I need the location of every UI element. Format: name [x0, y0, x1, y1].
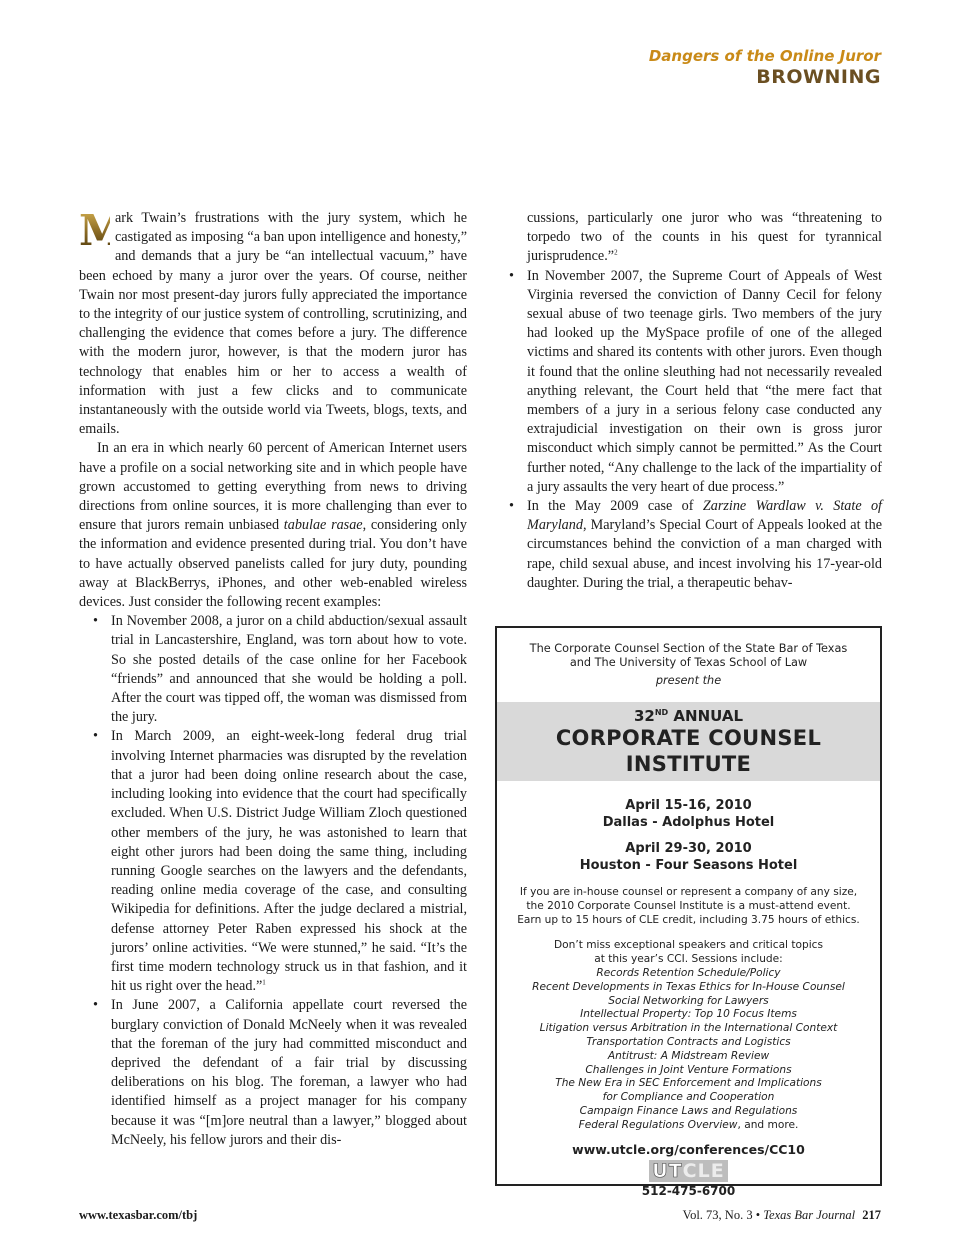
examples-list-continued: [509, 267, 882, 593]
ad-topic: Recent Developments in Texas Ethics for In-House Counsel: [532, 980, 845, 993]
ad-text-line: Don’t miss exceptional speakers and critical topics: [553, 939, 824, 952]
bullet-text: cussions, particularly one juror who was “threatening to torpedo two of the counts in his quest for tyrannical jurisprudence.”: [527, 210, 882, 265]
footnote-marker: 1: [262, 978, 266, 987]
ad-inhouse-text: [497, 886, 880, 927]
paragraph-2-italic: tabulae rasae: [283, 517, 363, 534]
ad-text-line: Earn up to 15 hours of CLE credit, including 3.75 hours of ethics.: [517, 913, 860, 926]
footer-citation: [683, 1208, 881, 1223]
annual-ordinal: ND: [654, 708, 669, 717]
logo-ut: UT: [652, 1159, 683, 1182]
ad-topic: [497, 1119, 880, 1133]
paragraph-2-text-b: , considering only the information and evidence presented during trial. You don’t have to have actually observed panelists called for jury duty, pounding away at BlackBerrys, iPhones, and other web-enabled wireless devices. Just consider the following recent examples:: [79, 517, 467, 611]
ad-date: April 29-30, 2010: [625, 841, 752, 856]
cci-advertisement: [495, 626, 882, 1198]
ad-url-link[interactable]: www.utcle.org/conferences/CC10: [572, 1141, 805, 1157]
dropcap-letter: M: [79, 206, 126, 255]
ad-topic: Campaign Finance Laws and Regulations: [579, 1104, 798, 1117]
ad-topic-list: [497, 967, 880, 1133]
ad-topic: for Compliance and Cooperation: [602, 1091, 775, 1104]
footer-separator: •: [755, 1208, 761, 1222]
examples-list: [79, 612, 467, 1150]
list-item: [509, 267, 882, 497]
footnote-marker: 2: [614, 248, 618, 257]
paragraph-2: [79, 439, 467, 612]
ad-intro-line: The Corporate Counsel Section of the State Bar of Texas: [529, 642, 848, 655]
list-item: [79, 996, 467, 1150]
ad-sessions: [497, 939, 880, 1132]
ad-text-line: at this year’s CCI. Sessions include:: [594, 953, 783, 966]
bullet-text-b: , Maryland’s Special Court of Appeals looked at the circumstances behind the conviction of a man charged with rape, child sexual abuse, and incest involving his 17-year-old daughter. During the trial, a therapeutic behav-: [527, 517, 882, 591]
ad-text-line: If you are in-house counsel or represent a company of any size,: [519, 886, 858, 898]
list-item: [79, 727, 467, 996]
right-column: [509, 209, 882, 593]
bullet-text: In November 2008, a juror on a child abduction/sexual assault trial in Lancastershire, England, was torn about how to vote. So she posted details of the case online for her Facebook “friends” and announced that she would be holding a poll. After the court was tipped off, the woman was dismissed from the jury.: [111, 613, 467, 726]
ad-title-band: [497, 702, 880, 781]
ad-annual: [497, 707, 880, 725]
ad-event-name: CORPORATE COUNSEL INSTITUTE: [555, 726, 822, 776]
bullet-text: In March 2009, an eight-week-long federal drug trial involving Internet pharmacies was disrupted by the revelation that a juror had been doing online research about the case, including looking into evidence that the court had specifically excluded. When U.S. District Judge William Zloch questioned other members of the jury, he was astonished to learn that eight other jurors had been doing the same thing, including running Google searches on the lawyers and the defendants, reading online media coverage of the case, and consulting Wikipedia for definitions. After the judge declared a mistrial, defense attorney Peter Raben expressed his shock at the jurors’ online activities. “We were stunned,” he said. “It’s the first time modern technology struck us in that fashion, and it hit us right over the head.”: [111, 728, 467, 995]
ad-venue: Dallas - Adolphus Hotel: [602, 815, 775, 830]
ad-topic-last: Federal Regulations Overview: [578, 1118, 738, 1131]
utcle-logo: [649, 1160, 727, 1182]
ad-topic: Antitrust: A Midstream Review: [607, 1049, 770, 1062]
intro-text: ark Twain’s frustrations with the jury system, which he castigated as imposing “a ban upon intelligence and honesty,” and demands that a jury be “an intellectual vacuum,” have been echoed by many a juror over the years. Of course, neither Twain nor most present-day jurors fully appreciated the importance to the integrity of our justice system of controlling, scrutinizing, and challenging the evidence that comes before a jury. The difference with the modern juror, however, is that the modern juror has technology that enables him or her to access a wealth of information with just a few clicks and to communicate instantaneously with the outside world via Tweets, blogs, texts, and emails.: [79, 210, 467, 438]
list-item: [79, 612, 467, 727]
ad-intro: [497, 642, 880, 669]
ad-topic: Intellectual Property: Top 10 Focus Items: [580, 1008, 797, 1021]
intro-paragraph: [79, 206, 467, 439]
author-name: BROWNING: [756, 66, 881, 88]
ad-topic: Records Retention Schedule/Policy: [596, 966, 781, 979]
ad-text-line: the 2010 Corporate Counsel Institute is a must-attend event.: [526, 899, 851, 912]
annual-number: 32: [633, 707, 655, 725]
ad-topic: Social Networking for Lawyers: [608, 994, 769, 1007]
ad-venue: Houston - Four Seasons Hotel: [579, 858, 798, 873]
ad-topic: The New Era in SEC Enforcement and Implications: [555, 1077, 822, 1090]
page-number: 217: [862, 1208, 881, 1222]
ad-topic-suffix: , and more.: [737, 1118, 799, 1131]
annual-word: ANNUAL: [673, 707, 744, 725]
ad-topic: Transportation Contracts and Logistics: [586, 1035, 791, 1048]
ad-topic: Challenges in Joint Venture Formations: [585, 1063, 792, 1076]
bullet-text: In November 2007, the Supreme Court of Appeals of West Virginia reversed the conviction of Danny Cecil for felony sexual abuse of two teenage girls. Two members of the jury had looked up the MySpace profile of one of the alleged victims and shared its contents with other jurors. Even though it found that the online sleuthing had not necessarily revealed anything relevant, the Court held that “the mere fact that members of a jury in a serious felony case conducted any extrajudicial investigation on their own is gross juror misconduct which simply cannot be permitted.” As the Court further noted, “Any challenge to the lack of the impartiality of a jury assaults the very heart of due process.”: [527, 267, 882, 495]
left-column: [79, 206, 467, 1150]
bullet-text-a: In the May 2009 case of: [527, 498, 703, 515]
footer-url-link[interactable]: www.texasbar.com/tbj: [79, 1208, 198, 1222]
ad-phone: 512-475-6700: [641, 1183, 736, 1198]
ad-present-text: present the: [655, 674, 722, 687]
ad-date: April 15-16, 2010: [625, 798, 752, 813]
running-header: [649, 47, 881, 88]
ad-intro-line: and The University of Texas School of Law: [569, 655, 808, 669]
footer-volume: Vol. 73, No. 3: [682, 1208, 753, 1222]
ad-houston-block: [497, 840, 880, 874]
bullet-continuation: [509, 209, 882, 267]
article-subtitle: Dangers of the Online Juror: [648, 47, 881, 65]
ad-topic: Litigation versus Arbitration in the International Context: [539, 1022, 838, 1035]
paragraph-2-text-a: In an era in which nearly 60 percent of American Internet users have a profile on a social networking site and in which people have grown accustomed to getting everything from news to driving directions from online sources, it is more challenging than ever to ensure that jurors remain unbiased: [79, 440, 467, 534]
case-name: Zarzine Wardlaw v. State of Maryland: [527, 498, 883, 534]
bullet-text: In June 2007, a California appellate court reversed the burglary conviction of Donald McNeely when it was revealed that the foreman of the jury had committed misconduct and deprived the defendant of a fair trial by discussing deliberations on his blog. The foreman, a lawyer who had identified himself as a project manager for his company because it was “[m]ore neutral than a lawyer,” blogged about McNeely, his fellow jurors and their dis-: [111, 997, 467, 1148]
list-item: [509, 497, 882, 593]
logo-cle: CLE: [682, 1159, 725, 1182]
ad-dallas-block: [497, 797, 880, 831]
footer-journal: Texas Bar Journal: [763, 1208, 856, 1222]
